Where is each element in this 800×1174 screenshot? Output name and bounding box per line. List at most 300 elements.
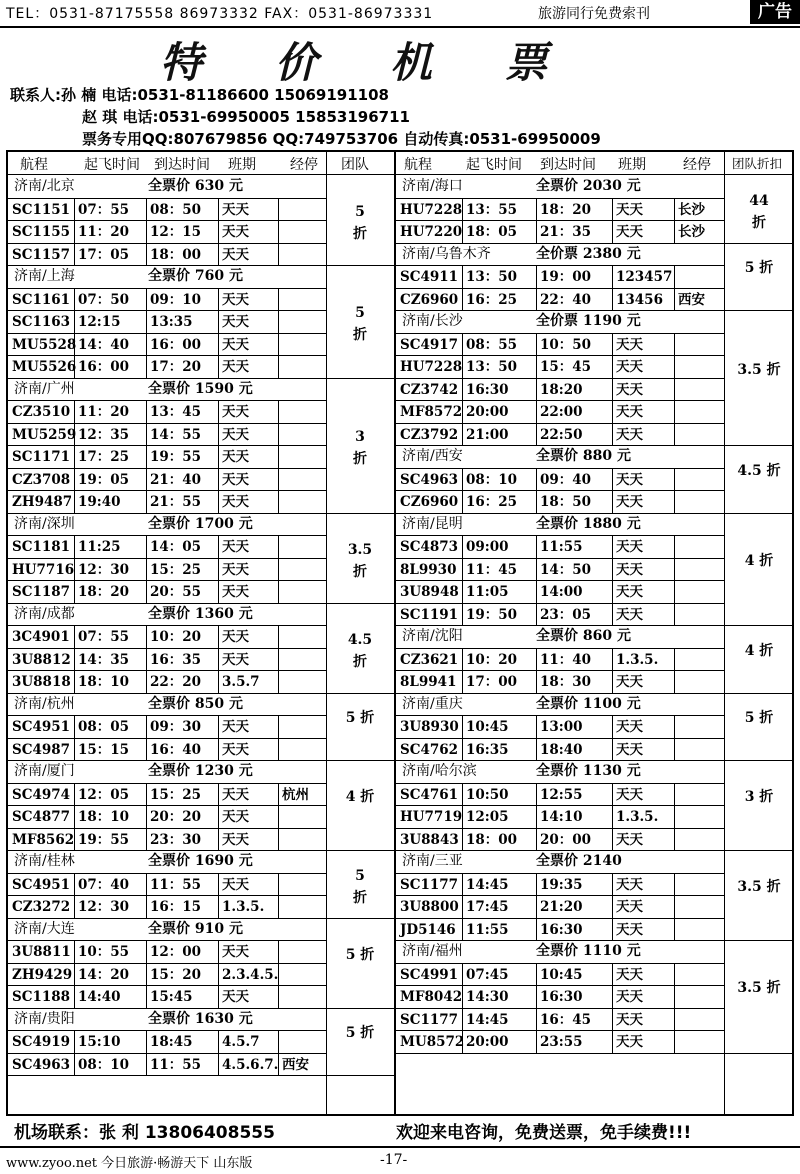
full-fare: 全票价 1130 元 [536,763,641,779]
flight-cell: 14:45 [466,876,509,893]
cell-divider [674,289,675,312]
cell-divider [74,1031,75,1054]
cell-divider [218,244,219,267]
group-discount: 44 折 [749,192,769,231]
cell-divider [74,829,75,852]
contact-line-1: 联系人:孙 楠 电话:0531-81186600 15069191108 [10,86,389,104]
contact-line-3: 票务专用QQ:807679856 QQ:749753706 自动传真:0531-69950009 [82,130,601,148]
flight-cell: 09:00 [466,539,509,555]
cell-divider [74,784,75,807]
flight-cell: SC1187 [12,584,71,600]
flight-cell: 07：50 [78,291,130,308]
full-fare: 全票价 1700 元 [148,515,253,532]
flight-cell: 08：55 [466,336,518,353]
cell-divider [146,1031,147,1054]
cell-divider [462,356,463,379]
section-divider [326,603,394,604]
full-fare: 全票价 1100 元 [536,695,641,712]
cell-divider [74,401,75,424]
cell-divider [612,716,613,739]
section-divider [724,760,794,761]
cell-divider [536,491,537,514]
full-fare: 全价票 2380 元 [536,245,641,262]
cell-divider [278,941,279,964]
flight-cell: ZH9429 [12,966,73,983]
flight-cell: SC4974 [12,786,71,803]
flight-cell: 07：40 [78,876,130,893]
flight-cell: 123457 [616,269,673,285]
cell-divider [536,424,537,447]
group-discount: 5 折 [345,1025,375,1042]
route-header: 济南/福州 [402,943,463,959]
cell-divider [218,334,219,357]
cell-divider [462,739,463,762]
cell-divider [278,806,279,829]
flight-cell: 12：15 [150,224,202,240]
flight-cell: 15：20 [150,966,202,983]
route-header: 济南/杭州 [14,695,75,712]
flight-cell: 11：20 [78,404,130,420]
cell-divider [612,649,613,672]
section-divider [326,760,394,761]
header-arrive: 到达时间 [154,157,210,173]
cell-divider [218,874,219,897]
cell-divider [74,559,75,582]
route-header: 济南/深圳 [14,515,75,532]
cell-divider [278,334,279,357]
flight-cell: 14:30 [466,989,509,1005]
flight-cell: SC4951 [12,876,71,893]
cell-divider [536,986,537,1009]
full-fare: 全票价 860 元 [536,628,631,644]
flight-cell: 09：30 [150,719,202,735]
cell-divider [612,469,613,492]
header-schedule-right: 班期 [618,157,646,173]
full-fare: 全票价 1110 元 [536,943,641,959]
cell-divider [146,806,147,829]
header-depart-right: 起飞时间 [466,157,522,173]
cell-divider [462,896,463,919]
cell-divider [74,289,75,312]
cell-divider [146,356,147,379]
cell-divider [278,289,279,312]
cell-divider [674,671,675,694]
flight-cell: 西安 [678,291,705,308]
flight-cell: 西安 [282,1056,309,1073]
fare-table [6,150,794,1116]
cell-divider [674,559,675,582]
cell-divider [218,806,219,829]
cell-divider [536,221,537,244]
section-divider [724,445,794,446]
section-divider [724,513,794,514]
full-fare: 全票价 1880 元 [536,515,641,532]
flight-cell: 11:55 [466,921,509,938]
flight-cell: 16：15 [150,899,202,915]
group-discount: 5 折 [345,710,375,727]
flight-cell: SC4951 [12,719,71,735]
cell-divider [218,311,219,334]
flight-cell: 14:40 [78,989,121,1005]
cell-divider [74,739,75,762]
cell-divider [278,829,279,852]
cell-divider [536,604,537,627]
cell-divider [536,716,537,739]
section-divider [724,243,794,244]
flight-cell: 11：20 [78,224,130,240]
flight-cell: CZ6960 [400,494,459,510]
section-divider [724,940,794,941]
cell-divider [462,379,463,402]
flight-cell: 天天 [222,539,249,555]
flight-cell: 4.5.7 [222,1034,260,1050]
airport-contact: 机场联系：张 利 13806408555 [14,1123,275,1143]
route-header: 济南/北京 [14,178,75,194]
flight-cell: HU7228 [400,201,463,218]
cell-divider [146,289,147,312]
flight-cell: 11：55 [150,1056,202,1073]
flight-cell: CZ3510 [12,404,71,420]
flight-cell: SC4963 [12,1056,71,1073]
flight-cell: SC4873 [400,539,459,555]
cell-divider [146,739,147,762]
cell-divider [278,626,279,649]
ad-badge: 广告 [750,0,800,24]
flight-cell: 天天 [222,449,249,465]
route-header: 济南/广州 [14,380,75,397]
flight-cell: 08：50 [150,201,202,218]
flight-cell: 12:05 [466,809,509,825]
cell-divider [612,536,613,559]
cell-divider [612,559,613,582]
flight-cell: SC4917 [400,336,459,353]
cell-divider [536,919,537,942]
cell-divider [536,739,537,762]
flight-cell: 23:55 [540,1034,583,1050]
flight-cell: 15：15 [78,741,130,758]
cell-divider [462,671,463,694]
flight-cell: 19：00 [540,269,592,285]
flight-cell: MU8572 [400,1034,465,1050]
flight-cell: 10：55 [78,944,130,960]
flight-cell: 天天 [616,404,643,420]
cell-divider [536,581,537,604]
flight-cell: 天天 [616,719,643,735]
flight-cell: 20：55 [150,584,202,600]
flight-cell: 18：05 [466,224,518,240]
flight-cell: 19：50 [466,606,518,623]
cell-divider [536,1031,537,1054]
cell-divider [218,401,219,424]
cell-divider [74,964,75,987]
flight-cell: 08：05 [78,719,130,735]
cell-divider [218,896,219,919]
flight-cell: 18:40 [540,741,583,758]
flight-cell: 14:00 [540,584,583,600]
flight-cell: CZ3621 [400,651,459,668]
cell-divider [462,581,463,604]
flight-cell: 天天 [616,741,643,758]
flight-cell: 天天 [616,876,643,893]
title-char: 票 [505,38,550,87]
cell-divider [146,491,147,514]
flight-cell: 天天 [616,539,643,555]
cell-divider [218,964,219,987]
cell-divider [536,829,537,852]
flight-cell: 3U8811 [12,944,71,960]
flight-cell: 天天 [222,786,249,803]
group-discount: 5 折 [345,946,375,963]
cell-divider [674,1031,675,1054]
cell-divider [278,671,279,694]
flight-cell: 14：50 [540,561,592,578]
cell-divider [462,334,463,357]
flight-cell: 14：55 [150,426,202,443]
full-fare: 全票价 880 元 [536,448,631,464]
flight-cell: 15：25 [150,561,202,578]
cell-divider [674,649,675,672]
cell-divider [674,604,675,627]
flight-cell: 天天 [222,651,249,668]
flight-cell: SC1191 [400,606,459,623]
route-header: 济南/贵阳 [14,1010,75,1027]
flight-cell: MU5528 [12,336,77,353]
flight-cell: 3U8812 [12,651,71,668]
flight-cell: 天天 [616,426,643,443]
flight-cell: 18：10 [78,674,130,690]
flight-cell: 天天 [616,201,643,218]
cell-divider [218,536,219,559]
cell-divider [74,491,75,514]
flight-cell: SC1163 [12,314,71,330]
route-header: 济南/昆明 [402,515,463,532]
section-divider [326,1075,394,1076]
cell-divider [462,469,463,492]
full-fare: 全票价 630 元 [148,178,243,194]
bottom-bar [0,1146,800,1174]
flight-cell: 12：35 [78,426,130,443]
flight-cell: 07:45 [466,966,509,983]
cell-divider [146,221,147,244]
header-route-right: 航程 [404,157,432,173]
full-fare: 全价票 1190 元 [536,313,641,329]
cell-divider [536,401,537,424]
flight-cell: 天天 [222,561,249,578]
cell-divider [278,784,279,807]
group-discount: 3 折 [744,789,774,805]
cell-divider [74,199,75,222]
cell-divider [278,424,279,447]
cell-divider [278,244,279,267]
cell-divider [462,401,463,424]
flight-cell: 天天 [222,336,249,353]
cell-divider [674,424,675,447]
flight-cell: 18：20 [78,584,130,600]
route-header: 济南/重庆 [402,695,463,712]
full-fare: 全票价 1360 元 [148,605,253,622]
flight-cell: 天天 [222,584,249,600]
group-discount: 3.5 折 [737,980,781,997]
header-stopover-right: 经停 [683,157,711,173]
cell-divider [612,604,613,627]
cell-divider [462,289,463,312]
cell-divider [74,469,75,492]
cell-divider [536,266,537,289]
flight-cell: 天天 [616,989,643,1005]
flight-cell: 16:30 [466,381,509,398]
cell-divider [462,559,463,582]
cell-divider [146,334,147,357]
cell-divider [74,446,75,469]
flight-cell: 天天 [222,494,249,510]
section-divider [724,310,794,311]
section-divider [724,1053,794,1054]
flight-cell: 21：35 [540,224,592,240]
cell-divider [74,649,75,672]
title-char: 价 [275,38,320,87]
flight-cell: 长沙 [678,201,705,218]
flight-cell: 20：00 [540,831,592,848]
flight-cell: 13:00 [540,719,583,735]
flight-cell: 16：00 [150,336,202,353]
cell-divider [146,581,147,604]
header-route: 航程 [20,157,48,173]
flight-cell: 天天 [222,426,249,443]
cell-divider [146,716,147,739]
cell-divider [74,874,75,897]
flight-cell: 14：05 [150,539,202,555]
flight-cell: SC4919 [12,1034,71,1050]
cell-divider [218,356,219,379]
cell-divider [278,649,279,672]
flight-cell: 18：20 [540,201,592,218]
cell-divider [536,289,537,312]
header-arrive-right: 到达时间 [540,157,596,173]
cell-divider [278,964,279,987]
flight-cell: 天天 [616,1011,643,1028]
flight-cell: 14：40 [78,336,130,353]
cell-divider [146,1054,147,1077]
cell-divider [612,1031,613,1054]
cell-divider [612,379,613,402]
flight-cell: ZH9487 [12,494,73,510]
cell-divider [674,806,675,829]
cell-divider [674,334,675,357]
cell-divider [74,536,75,559]
flight-cell: 11:05 [466,584,509,600]
flight-cell: CZ3708 [12,471,71,488]
cell-divider [74,1054,75,1077]
flight-cell: 天天 [222,944,249,960]
flight-cell: 天天 [222,291,249,308]
flight-cell: 天天 [616,561,643,578]
flight-cell: SC1188 [12,989,71,1005]
flight-cell: 12：05 [78,786,130,803]
cell-divider [674,739,675,762]
flight-cell: 1.3.5. [222,899,265,915]
flight-cell: 15:45 [150,989,193,1005]
section-divider [724,625,794,626]
cell-divider [74,424,75,447]
flight-cell: CZ3272 [12,899,71,915]
cell-divider [612,221,613,244]
flight-cell: 天天 [222,201,249,218]
cell-divider [146,311,147,334]
group-discount: 5 折 [353,867,367,906]
cell-divider [146,649,147,672]
flight-cell: 09：10 [150,291,202,308]
flight-cell: 天天 [222,404,249,420]
flight-cell: 10：50 [540,336,592,353]
flight-cell: 天天 [616,921,643,938]
full-fare: 全票价 1630 元 [148,1010,253,1027]
group-discount: 5 折 [353,204,367,242]
cell-divider [674,986,675,1009]
cell-divider [218,199,219,222]
route-header: 济南/沈阳 [402,628,463,644]
flight-cell: 10:45 [466,719,509,735]
flight-cell: 17：00 [466,674,518,690]
flight-cell: 22：20 [150,674,202,690]
flight-cell: 13456 [616,291,663,308]
cell-divider [612,919,613,942]
flight-cell: 07：55 [78,629,130,645]
flight-cell: 3U8930 [400,719,459,735]
page-number: -17- [380,1152,408,1168]
page-title [150,30,590,87]
cell-divider [536,334,537,357]
flight-cell: 19：55 [150,449,202,465]
flight-cell: HU7716 [12,561,75,578]
flight-cell: 天天 [222,876,249,893]
flight-cell: CZ3742 [400,381,459,398]
cell-divider [536,469,537,492]
cell-divider [218,469,219,492]
route-header: 济南/海口 [402,178,463,194]
flight-cell: 20:00 [466,404,509,420]
cell-divider [462,964,463,987]
flight-cell: 11：55 [150,876,202,893]
cell-divider [612,986,613,1009]
cell-divider [146,446,147,469]
route-header: 济南/哈尔滨 [402,763,477,779]
flight-cell: SC1155 [12,224,71,240]
flight-cell: 09：40 [540,471,592,488]
flight-cell: 天天 [222,359,249,375]
cell-divider [674,716,675,739]
flight-cell: MF8562 [12,831,75,848]
cell-divider [462,491,463,514]
cell-divider [218,671,219,694]
cell-divider [612,356,613,379]
flight-cell: 22：40 [540,291,592,308]
full-fare: 全票价 2030 元 [536,178,641,194]
flight-cell: 16：25 [466,494,518,510]
cell-divider [674,356,675,379]
flight-cell: 11:25 [78,539,121,555]
flight-cell: HU7220 [400,224,463,240]
flight-cell: 天天 [616,786,643,803]
group-discount: 4 折 [744,642,774,659]
flight-cell: 16：40 [150,741,202,758]
cell-divider [278,716,279,739]
cell-divider [278,986,279,1009]
header-depart: 起飞时间 [84,157,140,173]
header-stopover: 经停 [290,157,318,173]
discount-column-line [724,152,725,1114]
flight-cell: HU7228 [400,359,463,375]
cell-divider [218,424,219,447]
